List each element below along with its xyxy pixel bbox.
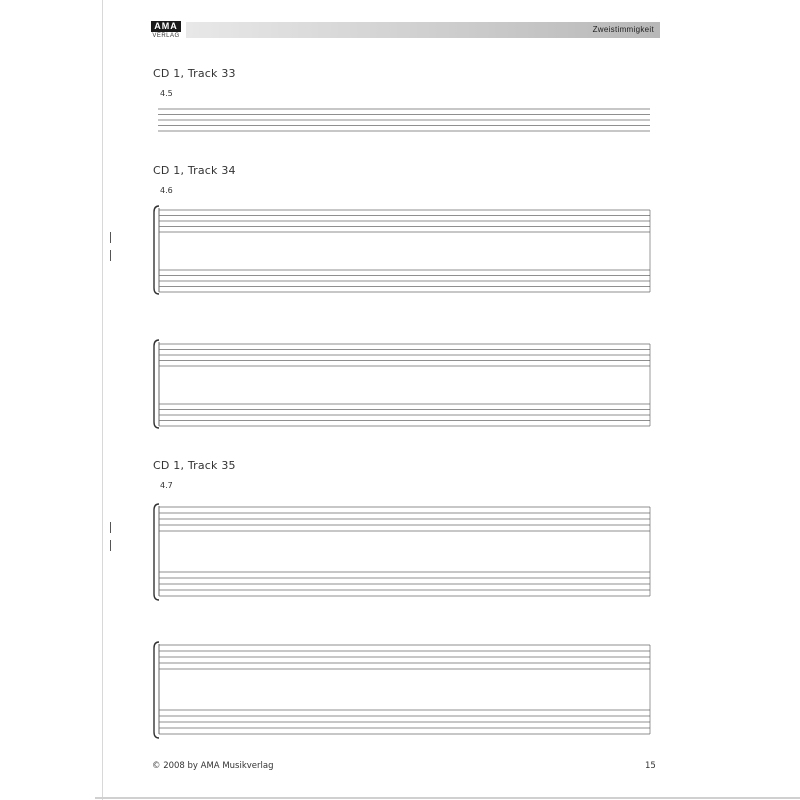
margin-mark bbox=[110, 250, 111, 261]
page-number: 15 bbox=[645, 761, 656, 771]
exercise-4-5-number: 4.5 bbox=[160, 89, 173, 98]
margin-mark bbox=[110, 522, 111, 533]
page-left-edge bbox=[102, 0, 103, 800]
chapter-header-bar bbox=[186, 22, 660, 38]
track-35-heading: CD 1, Track 35 bbox=[153, 459, 236, 472]
logo-wordmark: AMA bbox=[151, 21, 181, 32]
copyright-notice: © 2008 by AMA Musikverlag bbox=[152, 761, 274, 771]
track-33-heading: CD 1, Track 33 bbox=[153, 67, 236, 80]
chapter-title: Zweistimmigkeit bbox=[592, 25, 654, 34]
grand-staff-system-1 bbox=[150, 204, 655, 296]
exercise-4-7-number: 4.7 bbox=[160, 481, 173, 490]
grand-staff-system-2 bbox=[150, 338, 655, 430]
grand-staff-system-3 bbox=[150, 502, 655, 602]
track-34-heading: CD 1, Track 34 bbox=[153, 164, 236, 177]
ama-verlag-logo bbox=[151, 21, 183, 43]
exercise-4-6-number: 4.6 bbox=[160, 186, 173, 195]
logo-subtext: VERLAG bbox=[152, 33, 180, 39]
grand-staff-system-4 bbox=[150, 640, 655, 740]
tab-staff-single bbox=[155, 106, 655, 136]
margin-mark bbox=[110, 232, 111, 243]
margin-mark bbox=[110, 540, 111, 551]
page-bottom-edge bbox=[95, 797, 800, 799]
